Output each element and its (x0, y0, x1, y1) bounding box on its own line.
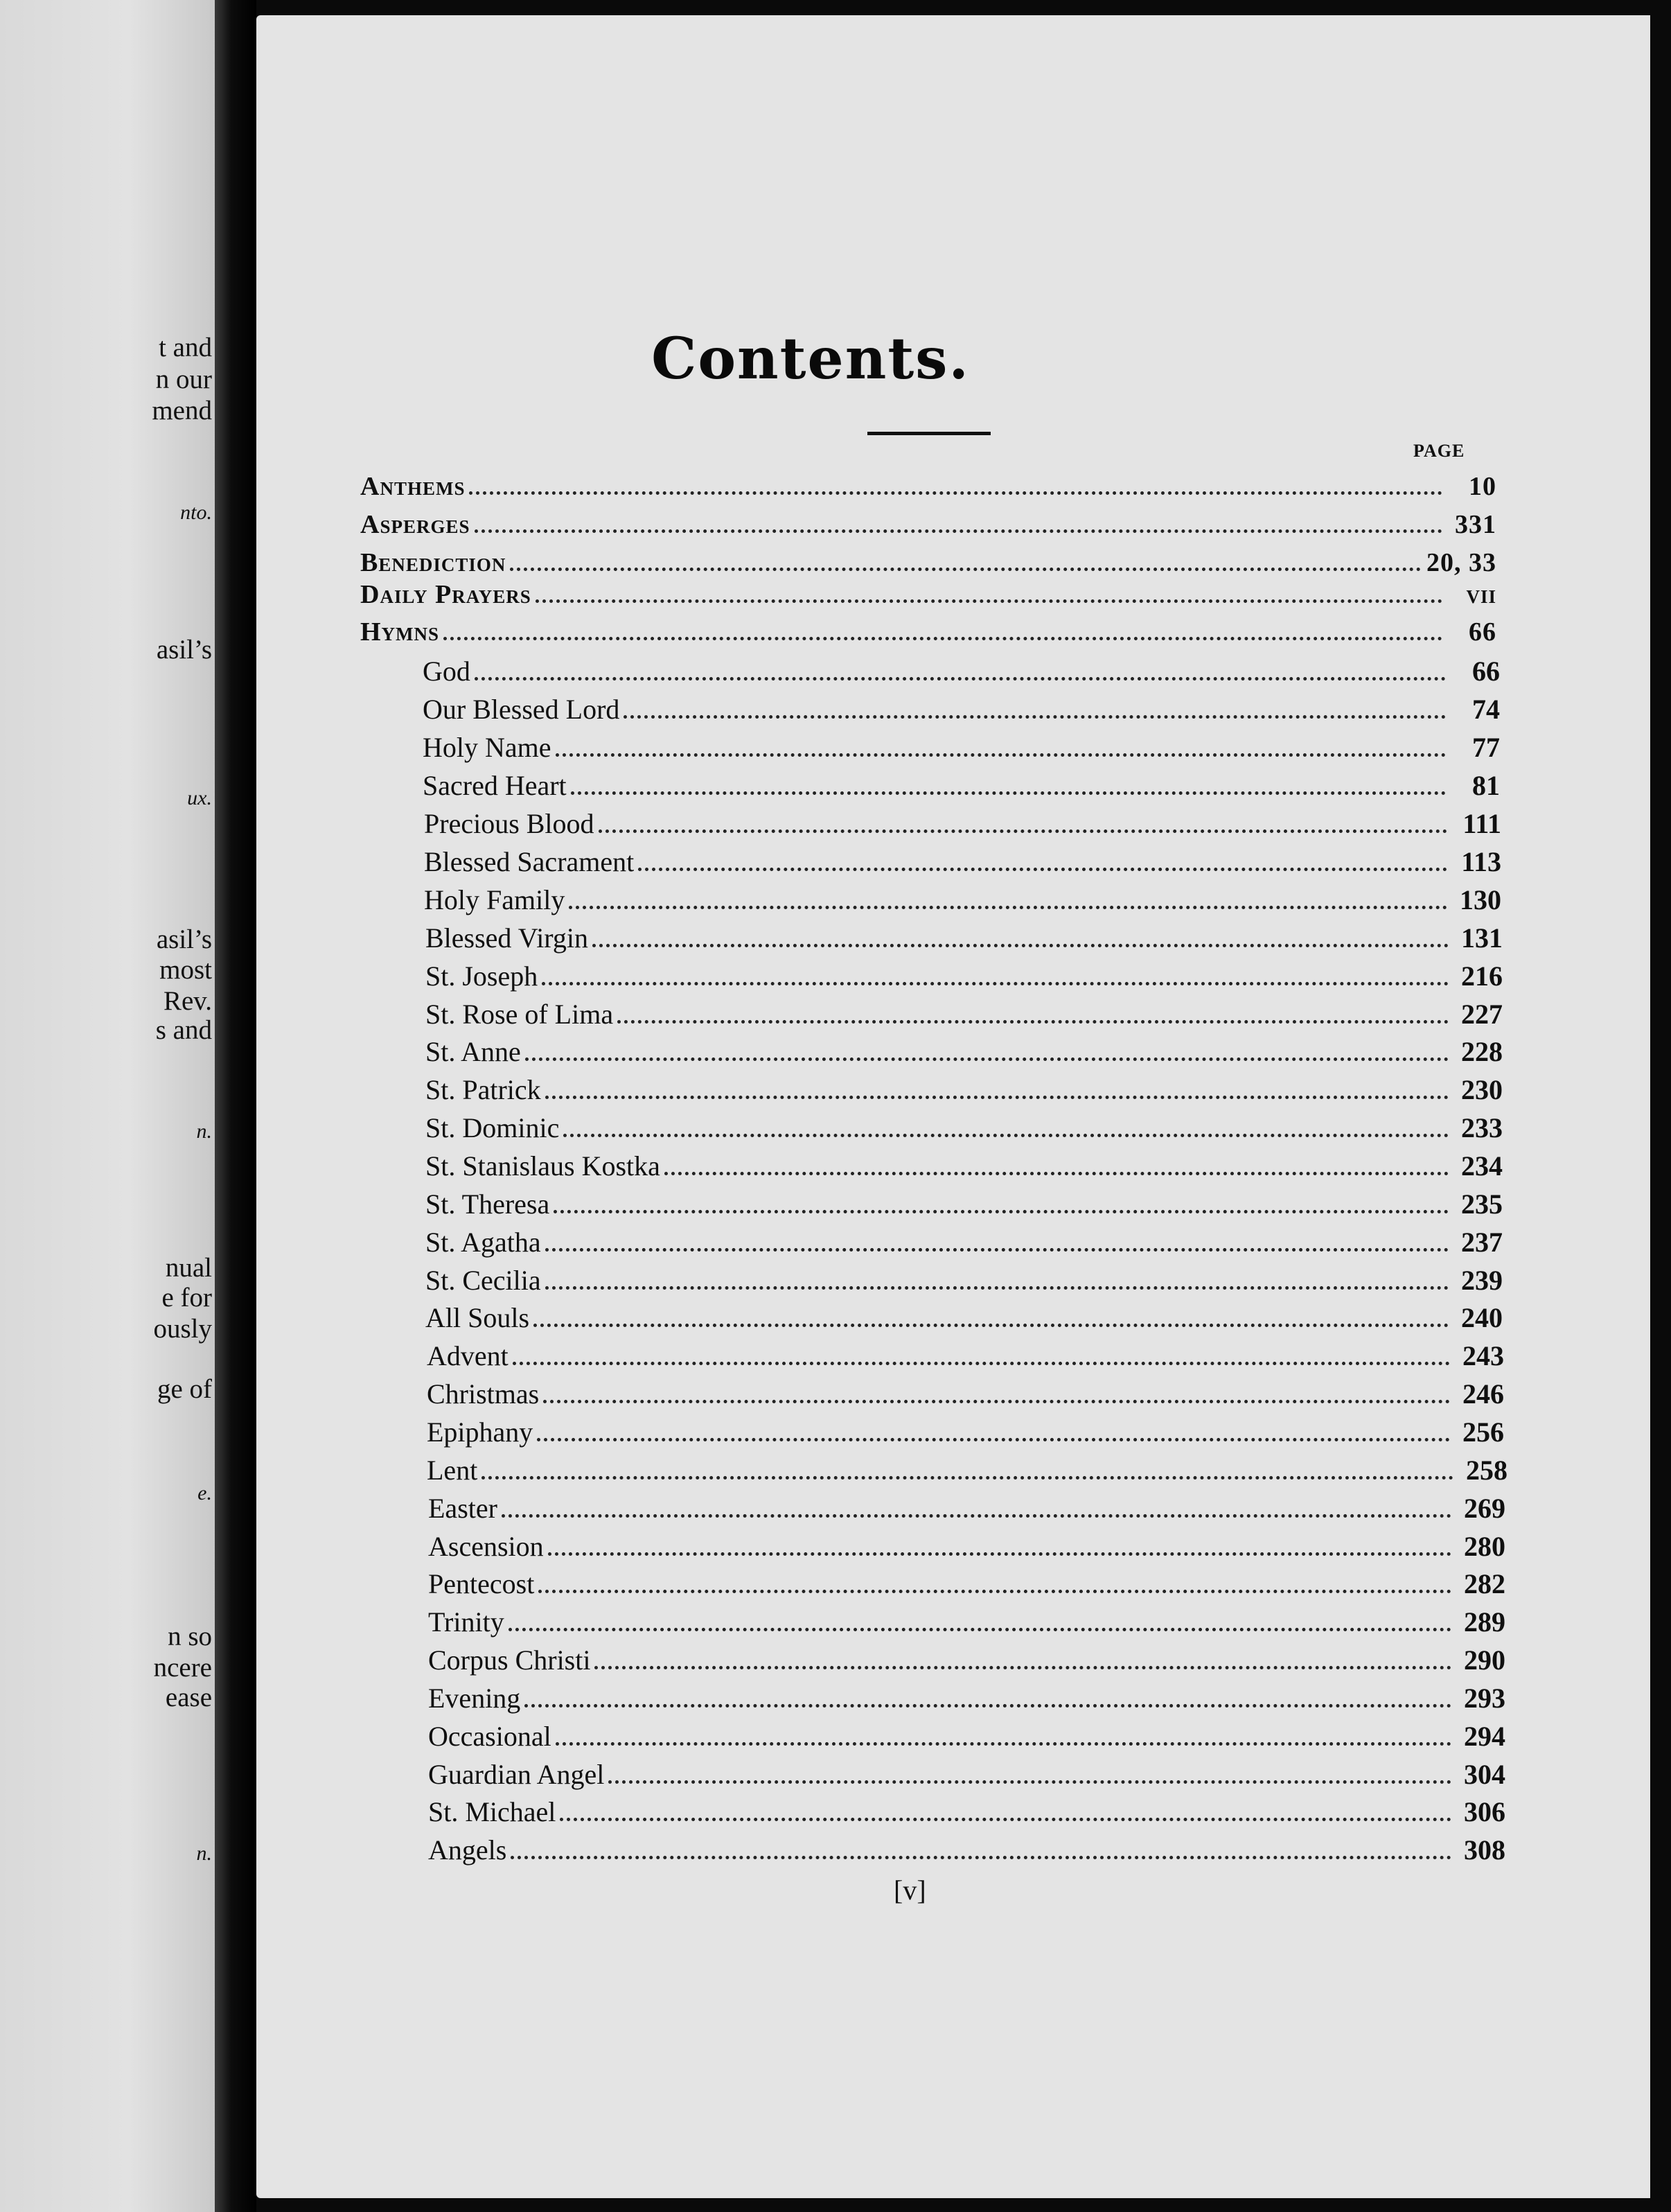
toc-entry (425, 1301, 1503, 1339)
toc-entry-page: 282 (1464, 1568, 1505, 1599)
toc-entry-page: 74 (1472, 694, 1500, 725)
facing-text: asil’s (156, 635, 212, 665)
dot-leader (624, 715, 1446, 719)
toc-entry (425, 998, 1503, 1035)
toc-entry-title: Blessed Sacrament (424, 846, 635, 877)
toc-entry-page: 269 (1464, 1493, 1505, 1524)
toc-entry (428, 1682, 1505, 1719)
toc-entry-title: Evening (428, 1683, 521, 1714)
toc-entry-title: Holy Family (424, 884, 565, 915)
toc-entry-title: Hymns (360, 617, 440, 647)
dot-leader (556, 753, 1446, 757)
dot-leader (524, 1704, 1451, 1708)
toc-entry-page: 111 (1462, 808, 1501, 839)
toc-entry-title: Sacred Heart (423, 770, 567, 801)
toc-entry-page: 289 (1464, 1606, 1505, 1638)
facing-text: n so (168, 1622, 212, 1651)
toc-entry-title: St. Joseph (425, 960, 538, 992)
facing-text: s and (155, 1015, 212, 1045)
toc-entry-page: 113 (1461, 846, 1501, 877)
facing-text: e. (197, 1482, 212, 1504)
dot-leader (543, 1400, 1450, 1403)
dot-leader (599, 830, 1447, 833)
facing-text: e for (161, 1283, 212, 1313)
toc-entry-title: St. Patrick (425, 1074, 541, 1105)
toc-entry (423, 655, 1500, 692)
toc-entry-title: Pentecost (428, 1568, 535, 1599)
toc-entry-title: St. Agatha (425, 1227, 541, 1258)
toc-entry-page: 243 (1462, 1340, 1504, 1371)
toc-entry (424, 807, 1501, 845)
toc-entry-page: 235 (1461, 1188, 1503, 1220)
toc-entry-page: 256 (1462, 1416, 1504, 1448)
facing-text: ously (153, 1314, 212, 1344)
toc-entry (428, 1606, 1505, 1643)
dot-leader (510, 568, 1421, 571)
facing-text: ncere (153, 1653, 212, 1683)
dot-leader (560, 1818, 1451, 1821)
toc-entry (425, 960, 1503, 997)
facing-text: n our (155, 365, 212, 394)
dot-leader (664, 1172, 1449, 1175)
toc-entry-title: Ascension (428, 1531, 544, 1562)
toc-entry (423, 731, 1500, 769)
toc-entry (425, 1035, 1503, 1073)
dot-leader (571, 791, 1446, 795)
toc-entry-title: Epiphany (427, 1416, 533, 1448)
toc-entry-page: 237 (1461, 1227, 1503, 1258)
facing-text: asil’s (156, 924, 212, 954)
dot-leader (538, 1590, 1451, 1593)
toc-entry (424, 884, 1501, 921)
toc-entry-title: Guardian Angel (428, 1759, 605, 1790)
dot-leader (617, 1020, 1449, 1024)
toc-entry-title: Advent (427, 1340, 509, 1371)
dot-leader (592, 944, 1449, 947)
toc-entry (428, 1834, 1505, 1871)
toc-entry-title: Our Blessed Lord (423, 694, 620, 725)
toc-entry (360, 579, 1496, 617)
dot-leader (569, 906, 1447, 909)
dot-leader (608, 1780, 1451, 1784)
dot-leader (563, 1134, 1449, 1137)
toc-entry-page: 81 (1472, 770, 1500, 801)
toc-entry-page: 130 (1460, 884, 1501, 915)
page-title: Contents. (651, 326, 970, 392)
toc-entry (428, 1758, 1505, 1796)
toc-entry-title: Occasional (428, 1721, 551, 1752)
facing-text: mend (152, 396, 212, 425)
toc-entry-page: 66 (1472, 656, 1500, 687)
toc-entry (428, 1720, 1505, 1757)
toc-entry-title: Trinity (428, 1606, 504, 1638)
facing-text: ux. (187, 787, 212, 809)
dot-leader (475, 529, 1443, 533)
toc-entry (423, 769, 1500, 807)
toc-entry (360, 471, 1496, 509)
toc-entry (425, 1264, 1503, 1301)
toc-entry-title: Angels (428, 1834, 507, 1866)
toc-entry-title: Lent (427, 1455, 478, 1486)
page-column-label: PAGE (1413, 441, 1465, 461)
facing-text: t and (159, 333, 212, 362)
toc-entry-title: Christmas (427, 1378, 540, 1410)
toc-entry-title: St. Dominic (425, 1112, 560, 1143)
dot-leader (542, 982, 1449, 985)
toc-entry-page: 228 (1461, 1036, 1503, 1067)
toc-entry-title: St. Rose of Lima (425, 999, 614, 1030)
dot-leader (513, 1362, 1450, 1365)
dot-leader (554, 1210, 1449, 1213)
toc-entry (425, 1226, 1503, 1263)
dot-leader (638, 868, 1447, 871)
toc-entry (427, 1454, 1508, 1491)
toc-entry-page: 10 (1469, 472, 1496, 501)
facing-text: nto. (180, 501, 212, 524)
toc-entry-title: St. Cecilia (425, 1265, 541, 1296)
toc-entry-page: 331 (1455, 510, 1496, 539)
toc-entry-page: 20, 33 (1426, 548, 1496, 577)
toc-entry (428, 1568, 1505, 1605)
toc-entry-title: Anthems (360, 472, 466, 501)
facing-text: ease (165, 1683, 212, 1712)
dot-leader (481, 1476, 1453, 1480)
toc-entry-page: 239 (1461, 1265, 1503, 1296)
dot-leader (525, 1057, 1449, 1061)
dot-leader (469, 491, 1442, 495)
dot-leader (533, 1324, 1449, 1327)
toc-entry-page: 77 (1472, 732, 1500, 763)
toc-entry (427, 1340, 1504, 1377)
toc-entry-title: Easter (428, 1493, 497, 1524)
toc-entry-page: 246 (1462, 1378, 1504, 1410)
toc-entry-title: St. Michael (428, 1796, 556, 1827)
toc-entry-page: 294 (1464, 1721, 1505, 1752)
dot-leader (594, 1666, 1451, 1669)
dot-leader (443, 637, 1442, 640)
page-number: [v] (894, 1875, 926, 1906)
facing-text: n. (196, 1842, 212, 1865)
toc-entry-page: 240 (1461, 1302, 1503, 1333)
dot-leader (509, 1628, 1451, 1631)
toc-entry-title: St. Stanislaus Kostka (425, 1150, 660, 1182)
toc-entry-title: Corpus Christi (428, 1644, 591, 1676)
toc-entry-page: 306 (1464, 1796, 1505, 1827)
dot-leader (545, 1096, 1449, 1099)
dot-leader (545, 1286, 1449, 1290)
toc-entry-page: 66 (1469, 617, 1496, 647)
toc-entry (428, 1492, 1505, 1529)
toc-entry-title: God (423, 656, 470, 687)
toc-entry-page: 293 (1464, 1683, 1505, 1714)
toc-entry-page: 308 (1464, 1834, 1505, 1866)
toc-entry-title: Holy Name (423, 732, 551, 763)
dot-leader (536, 599, 1442, 603)
toc-entry-page: 234 (1461, 1150, 1503, 1182)
toc-entry-page: 233 (1461, 1112, 1503, 1143)
toc-entry-title: Daily Prayers (360, 580, 531, 609)
dot-leader (475, 677, 1446, 681)
toc-entry-title: Benediction (360, 548, 506, 577)
facing-text: most (159, 955, 212, 985)
facing-text: n. (196, 1120, 212, 1143)
toc-entry-title: St. Theresa (425, 1188, 550, 1220)
dot-leader (548, 1552, 1451, 1556)
toc-entry (423, 693, 1500, 730)
toc-entry (425, 1073, 1503, 1111)
toc-entry-page: 280 (1464, 1531, 1505, 1562)
toc-entry (425, 1150, 1503, 1187)
toc-entry (425, 922, 1503, 959)
toc-entry-page: 304 (1464, 1759, 1505, 1790)
toc-entry (428, 1530, 1505, 1568)
facing-text: Rev. (163, 986, 212, 1016)
toc-entry (428, 1796, 1505, 1833)
toc-entry-page: 227 (1461, 999, 1503, 1030)
toc-entry (360, 617, 1496, 654)
toc-entry-page: 230 (1461, 1074, 1503, 1105)
toc-entry-title: All Souls (425, 1302, 530, 1333)
toc-entry-page: 216 (1461, 960, 1503, 992)
toc-entry (428, 1644, 1505, 1681)
facing-text: nual (165, 1253, 212, 1283)
dot-leader (537, 1438, 1450, 1441)
toc-entry (425, 1112, 1503, 1149)
dot-leader (511, 1856, 1451, 1859)
toc-entry (427, 1378, 1504, 1415)
toc-entry-title: Precious Blood (424, 808, 594, 839)
toc-entry (424, 845, 1501, 883)
dot-leader (556, 1742, 1451, 1746)
toc-entry-page: 131 (1461, 922, 1503, 954)
toc-entry-page: vii (1466, 580, 1496, 609)
dot-leader (502, 1514, 1451, 1518)
toc-entry-title: Blessed Virgin (425, 922, 589, 954)
toc-entry-title: St. Anne (425, 1036, 521, 1067)
toc-entry-title: Asperges (360, 510, 470, 539)
dot-leader (545, 1248, 1449, 1252)
toc-entry-page: 290 (1464, 1644, 1505, 1676)
toc-entry (427, 1416, 1504, 1453)
toc-entry-page: 258 (1466, 1455, 1508, 1486)
toc-entry (360, 509, 1496, 547)
facing-text: ge of (157, 1374, 212, 1404)
toc-entry (425, 1188, 1503, 1225)
